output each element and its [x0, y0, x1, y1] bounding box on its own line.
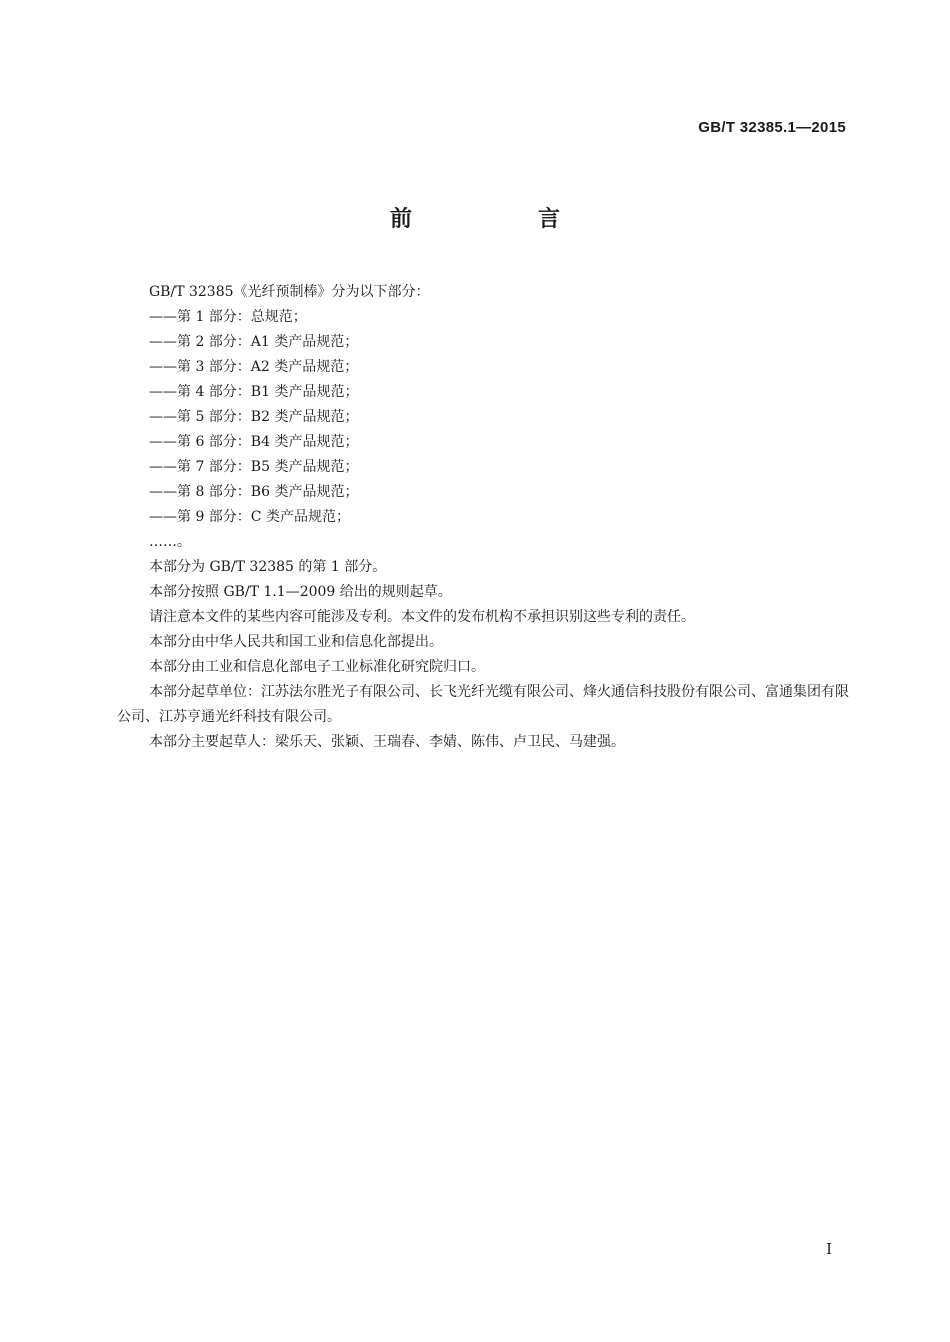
page-number: I [826, 1240, 832, 1258]
paragraph: 本部分为 GB/T 32385 的第 1 部分。 [149, 559, 387, 575]
parts-list [117, 305, 851, 555]
list-item: ——第 5 部分：B2 类产品规范； [149, 409, 359, 425]
list-item: ——第 3 部分：A2 类产品规范； [149, 359, 359, 375]
paragraph: 本部分由工业和信息化部电子工业标准化研究院归口。 [149, 659, 485, 675]
list-item: ——第 8 部分：B6 类产品规范； [149, 484, 359, 500]
page-title: 前 言 [389, 207, 612, 232]
standard-code: GB/T 32385.1—2015 [698, 119, 846, 136]
list-item: ——第 2 部分：A1 类产品规范； [149, 334, 359, 350]
drafting-units-paragraph: 本部分起草单位：江苏法尔胜光子有限公司、长飞光纤光缆有限公司、烽火通信科技股份有限公司、富通集团有限公司、江苏亨通光纤科技有限公司。 [117, 684, 849, 725]
list-item: ——第 1 部分：总规范； [149, 309, 307, 325]
list-item: ——第 9 部分：C 类产品规范； [149, 509, 350, 525]
paragraph: 请注意本文件的某些内容可能涉及专利。本文件的发布机构不承担识别这些专利的责任。 [149, 609, 695, 625]
list-item: ……。 [149, 534, 191, 550]
paragraph: 本部分按照 GB/T 1.1—2009 给出的规则起草。 [149, 584, 452, 600]
list-item: ——第 4 部分：B1 类产品规范； [149, 384, 359, 400]
drafters-paragraph: 本部分主要起草人：梁乐天、张颖、王瑞春、李婧、陈伟、卢卫民、马建强。 [149, 734, 625, 750]
intro-paragraph: GB/T 32385《光纤预制棒》分为以下部分： [149, 284, 430, 300]
paragraph: 本部分由中华人民共和国工业和信息化部提出。 [149, 634, 443, 650]
list-item: ——第 7 部分：B5 类产品规范； [149, 459, 359, 475]
list-item: ——第 6 部分：B4 类产品规范； [149, 434, 359, 450]
document-body [117, 280, 851, 755]
